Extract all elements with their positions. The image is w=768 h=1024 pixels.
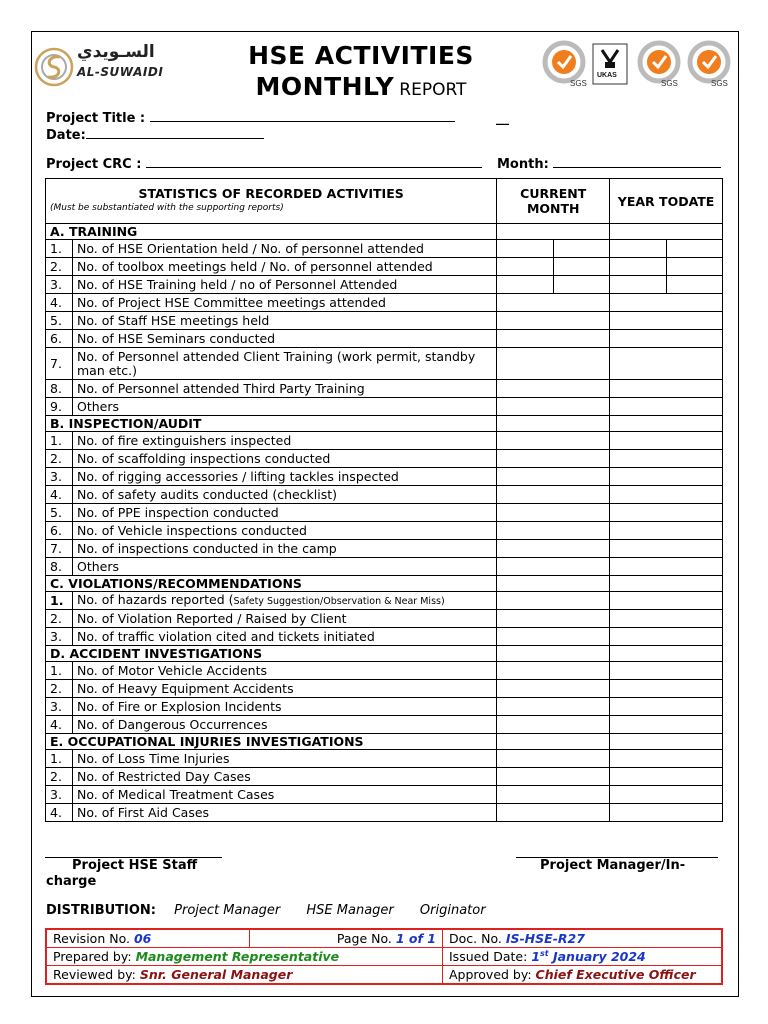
year-todate-cell[interactable] bbox=[610, 716, 723, 734]
row-number: 3. bbox=[46, 786, 73, 804]
year-todate-cell-split bbox=[610, 240, 722, 257]
table-row bbox=[46, 504, 723, 522]
year-todate-cell-held[interactable] bbox=[610, 276, 666, 293]
current-month-cell[interactable] bbox=[497, 522, 610, 540]
table-row bbox=[46, 294, 723, 312]
current-month-cell[interactable] bbox=[497, 662, 610, 680]
row-number: 4. bbox=[46, 804, 73, 822]
project-crc-label: Project CRC : bbox=[46, 157, 142, 172]
row-number: 6. bbox=[46, 330, 73, 348]
table-main-header bbox=[46, 179, 497, 224]
row-number: 2. bbox=[46, 258, 73, 276]
row-number: 2. bbox=[46, 768, 73, 786]
row-number: 2. bbox=[46, 680, 73, 698]
current-month-cell[interactable] bbox=[497, 680, 610, 698]
section-title: A. TRAINING bbox=[46, 224, 497, 240]
current-month-cell[interactable] bbox=[497, 768, 610, 786]
issued-cell bbox=[443, 948, 723, 966]
row-description-text: No. of Personnel attended Client Training (work permit, standby man etc.) bbox=[76, 348, 476, 378]
logo-arabic-text: السـويدي bbox=[77, 42, 155, 62]
year-todate-cell-split bbox=[610, 276, 722, 293]
current-month-cell[interactable] bbox=[497, 380, 610, 398]
table-row bbox=[46, 380, 723, 398]
issued-day: 1 bbox=[531, 949, 541, 965]
project-title-label: Project Title : bbox=[46, 111, 146, 126]
table-row bbox=[46, 468, 723, 486]
row-description-note: Safety Suggestion/Observation & Near Miss) bbox=[233, 595, 445, 607]
prepared-label: Prepared by: bbox=[53, 949, 132, 964]
current-month-cell-attended[interactable] bbox=[554, 276, 609, 293]
row-description-text: No. of Fire or Explosion Incidents bbox=[76, 698, 282, 714]
distribution-label: DISTRIBUTION: bbox=[46, 903, 157, 918]
current-month-cell-held[interactable] bbox=[497, 276, 553, 293]
current-month-cell[interactable] bbox=[497, 348, 610, 380]
year-todate-cell-attended[interactable] bbox=[667, 276, 722, 293]
year-todate-cell[interactable] bbox=[610, 276, 723, 294]
current-month-cell[interactable] bbox=[497, 628, 610, 646]
row-number: 6. bbox=[46, 522, 73, 540]
row-number: 3. bbox=[46, 628, 73, 646]
row-description bbox=[72, 504, 496, 522]
hse-staff-signature-label: Project HSE Staff bbox=[72, 858, 198, 873]
doc-no-cell bbox=[443, 929, 723, 948]
report-title-line2 bbox=[226, 72, 496, 101]
table-row bbox=[46, 716, 723, 734]
current-month-cell[interactable] bbox=[497, 276, 610, 294]
year-todate-cell[interactable] bbox=[610, 330, 723, 348]
current-month-cell[interactable] bbox=[497, 294, 610, 312]
report-title-rest: REPORT bbox=[399, 80, 467, 100]
row-number: 2. bbox=[46, 450, 73, 468]
current-month-cell[interactable] bbox=[497, 716, 610, 734]
row-description-text: No. of rigging accessories / lifting tackles inspected bbox=[76, 468, 399, 484]
current-month-cell-attended[interactable] bbox=[554, 258, 609, 275]
row-description bbox=[72, 540, 496, 558]
current-month-cell[interactable] bbox=[497, 240, 610, 258]
table-row bbox=[46, 610, 723, 628]
current-month-cell[interactable] bbox=[497, 224, 610, 240]
row-description-text: Others bbox=[76, 558, 119, 574]
sgs-text-1: SGS bbox=[570, 79, 587, 88]
year-todate-cell[interactable] bbox=[610, 294, 723, 312]
document-control-table bbox=[45, 928, 723, 985]
current-month-cell[interactable] bbox=[497, 558, 610, 576]
row-description-text: No. of Personnel attended Third Party Training bbox=[76, 380, 365, 396]
current-month-cell-attended[interactable] bbox=[554, 240, 609, 257]
year-todate-cell[interactable] bbox=[610, 628, 723, 646]
sgs-cert-logo bbox=[540, 40, 588, 88]
table-row bbox=[46, 592, 723, 610]
table-row bbox=[46, 698, 723, 716]
revision-value: 06 bbox=[133, 931, 152, 946]
year-todate-cell[interactable] bbox=[610, 768, 723, 786]
row-description-text: No. of HSE Orientation held / No. of personnel attended bbox=[76, 240, 424, 256]
table-row bbox=[46, 312, 723, 330]
page-value: 1 of 1 bbox=[395, 931, 436, 946]
row-description-text: No. of Motor Vehicle Accidents bbox=[76, 662, 268, 678]
row-number: 3. bbox=[46, 698, 73, 716]
current-month-cell[interactable] bbox=[497, 258, 610, 276]
current-month-cell[interactable] bbox=[497, 610, 610, 628]
row-number: 1. bbox=[46, 592, 73, 610]
project-crc-field[interactable] bbox=[46, 157, 482, 172]
row-description bbox=[72, 628, 496, 646]
row-number: 8. bbox=[46, 380, 73, 398]
row-number: 4. bbox=[46, 716, 73, 734]
current-month-cell[interactable] bbox=[497, 750, 610, 768]
row-number: 4. bbox=[46, 486, 73, 504]
current-month-cell-held[interactable] bbox=[497, 240, 553, 257]
revision-label: Revision No. bbox=[53, 931, 130, 946]
row-description-text: No. of scaffolding inspections conducted bbox=[76, 450, 331, 466]
sgs-text-3: SGS bbox=[711, 79, 728, 88]
report-title-line1: HSE ACTIVITIES bbox=[248, 41, 474, 70]
year-todate-cell-held[interactable] bbox=[610, 240, 666, 257]
row-description-text: No. of Restricted Day Cases bbox=[76, 768, 251, 784]
year-todate-cell[interactable] bbox=[610, 416, 723, 432]
year-todate-cell[interactable] bbox=[610, 380, 723, 398]
row-description-text: No. of Loss Time Injuries bbox=[76, 750, 230, 766]
year-todate-cell[interactable] bbox=[610, 450, 723, 468]
issued-label: Issued Date: bbox=[449, 949, 528, 965]
year-todate-cell-attended[interactable] bbox=[667, 240, 722, 257]
row-description bbox=[72, 432, 496, 450]
year-todate-cell[interactable] bbox=[610, 504, 723, 522]
project-crc-line[interactable] bbox=[146, 157, 482, 168]
current-month-cell[interactable] bbox=[497, 734, 610, 750]
row-description-text: No. of toolbox meetings held / No. of personnel attended bbox=[76, 258, 433, 274]
sgs-text-2: SGS bbox=[661, 79, 678, 88]
current-month-cell-split bbox=[497, 276, 609, 293]
year-todate-cell[interactable] bbox=[610, 804, 723, 822]
row-number: 5. bbox=[46, 312, 73, 330]
row-description bbox=[72, 558, 496, 576]
issued-suffix: st bbox=[540, 948, 549, 958]
row-number: 1. bbox=[46, 662, 73, 680]
section-header-row bbox=[46, 646, 723, 662]
year-todate-cell[interactable] bbox=[610, 540, 723, 558]
row-description-text: No. of HSE Training held / no of Personnel Attended bbox=[76, 276, 398, 292]
current-month-cell[interactable] bbox=[497, 312, 610, 330]
date-field[interactable] bbox=[46, 128, 264, 143]
current-month-cell[interactable] bbox=[497, 432, 610, 450]
row-description bbox=[72, 240, 496, 258]
table-row bbox=[46, 804, 723, 822]
ukas-text: UKAS bbox=[597, 72, 617, 79]
year-todate-cell-attended[interactable] bbox=[667, 258, 722, 275]
section-header-row bbox=[46, 416, 723, 432]
approved-label: Approved by: bbox=[449, 967, 532, 982]
row-description-text: No. of First Aid Cases bbox=[76, 804, 210, 820]
table-header-note: (Must be substantiated with the supporting reports) bbox=[50, 203, 284, 213]
month-field[interactable] bbox=[497, 157, 721, 172]
project-title-field[interactable] bbox=[46, 111, 455, 126]
current-month-cell[interactable] bbox=[497, 398, 610, 416]
row-number: 2. bbox=[46, 610, 73, 628]
row-description-text: No. of Dangerous Occurrences bbox=[76, 716, 268, 732]
ukas-cert-logo bbox=[590, 40, 630, 88]
current-month-cell[interactable] bbox=[497, 330, 610, 348]
current-month-cell[interactable] bbox=[497, 486, 610, 504]
row-description bbox=[72, 486, 496, 504]
doc-no-label: Doc. No. bbox=[449, 931, 502, 946]
row-description bbox=[72, 716, 496, 734]
row-description-text: No. of Staff HSE meetings held bbox=[76, 312, 270, 328]
row-description bbox=[72, 522, 496, 540]
date-label: Date: bbox=[46, 128, 86, 143]
table-row bbox=[46, 450, 723, 468]
sgs-cert-logo-3 bbox=[685, 40, 733, 88]
distribution-item-1: Project Manager bbox=[174, 903, 281, 918]
sgs-cert-logo-2 bbox=[635, 40, 683, 88]
row-description bbox=[72, 768, 496, 786]
distribution-line bbox=[46, 903, 508, 918]
table-row bbox=[46, 258, 723, 276]
row-description bbox=[72, 398, 496, 416]
row-description bbox=[72, 698, 496, 716]
row-number: 4. bbox=[46, 294, 73, 312]
year-todate-cell[interactable] bbox=[610, 592, 723, 610]
row-description-text: No. of Vehicle inspections conducted bbox=[76, 522, 307, 538]
year-todate-cell[interactable] bbox=[610, 240, 723, 258]
control-row-2 bbox=[46, 948, 722, 966]
approved-value: Chief Executive Officer bbox=[535, 967, 696, 982]
row-description bbox=[72, 468, 496, 486]
current-month-cell[interactable] bbox=[497, 416, 610, 432]
reviewed-cell bbox=[46, 966, 443, 985]
table-row bbox=[46, 432, 723, 450]
issued-month-year: January 2024 bbox=[548, 949, 646, 965]
table-row bbox=[46, 240, 723, 258]
reviewed-label: Reviewed by: bbox=[53, 967, 136, 982]
current-month-header: CURRENT MONTH bbox=[497, 179, 610, 224]
row-description bbox=[72, 380, 496, 398]
year-todate-cell[interactable] bbox=[610, 258, 723, 276]
section-header-row bbox=[46, 576, 723, 592]
section-title: C. VIOLATIONS/RECOMMENDATIONS bbox=[46, 576, 497, 592]
table-row bbox=[46, 662, 723, 680]
year-todate-cell[interactable] bbox=[610, 522, 723, 540]
current-month-cell[interactable] bbox=[497, 504, 610, 522]
section-title: D. ACCIDENT INVESTIGATIONS bbox=[46, 646, 497, 662]
report-title-bold: MONTHLY bbox=[255, 72, 395, 101]
row-description bbox=[72, 786, 496, 804]
table-header-row bbox=[46, 179, 723, 224]
reviewed-value: Snr. General Manager bbox=[139, 967, 293, 982]
table-row bbox=[46, 750, 723, 768]
row-number: 3. bbox=[46, 468, 73, 486]
row-description-text: No. of traffic violation cited and tickets initiated bbox=[76, 628, 375, 644]
row-number: 1. bbox=[46, 750, 73, 768]
table-row bbox=[46, 786, 723, 804]
year-todate-cell[interactable] bbox=[610, 398, 723, 416]
row-description bbox=[72, 750, 496, 768]
year-todate-cell[interactable] bbox=[610, 750, 723, 768]
year-todate-header: YEAR TODATE bbox=[610, 179, 723, 224]
current-month-cell[interactable] bbox=[497, 804, 610, 822]
year-todate-cell[interactable] bbox=[610, 646, 723, 662]
year-todate-cell[interactable] bbox=[610, 348, 723, 380]
section-title: E. OCCUPATIONAL INJURIES INVESTIGATIONS bbox=[46, 734, 497, 750]
row-number: 8. bbox=[46, 558, 73, 576]
section-header-row bbox=[46, 734, 723, 750]
distribution-item-3: Originator bbox=[419, 903, 486, 918]
year-todate-cell[interactable] bbox=[610, 662, 723, 680]
year-todate-cell[interactable] bbox=[610, 432, 723, 450]
table-row bbox=[46, 398, 723, 416]
year-todate-cell[interactable] bbox=[610, 558, 723, 576]
row-description-text: No. of Medical Treatment Cases bbox=[76, 786, 275, 802]
row-description bbox=[72, 294, 496, 312]
row-number: 1. bbox=[46, 432, 73, 450]
year-todate-cell-split bbox=[610, 258, 722, 275]
row-description bbox=[72, 312, 496, 330]
row-description-text: No. of hazards reported ( bbox=[76, 591, 234, 607]
current-month-cell-split bbox=[497, 240, 609, 257]
row-description-text: No. of inspections conducted in the camp bbox=[76, 540, 337, 556]
control-row-1 bbox=[46, 929, 722, 948]
current-month-cell[interactable] bbox=[497, 592, 610, 610]
section-title: B. INSPECTION/AUDIT bbox=[46, 416, 497, 432]
statistics-table-body bbox=[46, 224, 723, 822]
approved-cell bbox=[443, 966, 723, 985]
issued-value bbox=[531, 949, 645, 964]
row-number: 3. bbox=[46, 276, 73, 294]
row-description bbox=[72, 258, 496, 276]
year-todate-cell[interactable] bbox=[610, 486, 723, 504]
table-row bbox=[46, 348, 723, 380]
distribution-item-2: HSE Manager bbox=[306, 903, 394, 918]
table-row bbox=[46, 276, 723, 294]
row-description-text: No. of Heavy Equipment Accidents bbox=[76, 680, 294, 696]
table-row bbox=[46, 522, 723, 540]
row-number: 1. bbox=[46, 240, 73, 258]
row-description bbox=[72, 592, 496, 610]
row-description bbox=[72, 680, 496, 698]
year-todate-cell-held[interactable] bbox=[610, 258, 666, 275]
section-header-row bbox=[46, 224, 723, 240]
year-todate-cell[interactable] bbox=[610, 698, 723, 716]
row-description-text: Others bbox=[76, 398, 119, 414]
current-month-cell[interactable] bbox=[497, 576, 610, 592]
table-row bbox=[46, 540, 723, 558]
hse-staff-signature-label-2: charge bbox=[46, 874, 97, 889]
row-description bbox=[72, 450, 496, 468]
row-description-text: No. of Project HSE Committee meetings attended bbox=[76, 294, 386, 310]
row-description-text: No. of safety audits conducted (checklist) bbox=[76, 486, 338, 502]
row-description-text: No. of Violation Reported / Raised by Client bbox=[76, 610, 347, 626]
table-row bbox=[46, 330, 723, 348]
row-number: 5. bbox=[46, 504, 73, 522]
year-todate-cell[interactable] bbox=[610, 468, 723, 486]
current-month-cell[interactable] bbox=[497, 646, 610, 662]
control-row-3 bbox=[46, 966, 722, 985]
project-manager-signature-label: Project Manager/In- bbox=[540, 858, 686, 873]
row-description bbox=[72, 662, 496, 680]
current-month-cell-held[interactable] bbox=[497, 258, 553, 275]
table-main-header-text: STATISTICS OF RECORDED ACTIVITIES bbox=[138, 186, 404, 201]
year-todate-cell[interactable] bbox=[610, 312, 723, 330]
current-month-cell[interactable] bbox=[497, 540, 610, 558]
prepared-cell bbox=[46, 948, 443, 966]
row-description-text: No. of PPE inspection conducted bbox=[76, 504, 279, 520]
table-row bbox=[46, 680, 723, 698]
table-row bbox=[46, 768, 723, 786]
row-description-text: No. of HSE Seminars conducted bbox=[76, 330, 276, 346]
table-row bbox=[46, 558, 723, 576]
doc-no-value: IS-HSE-R27 bbox=[505, 931, 585, 946]
project-title-line[interactable] bbox=[150, 111, 455, 122]
row-description bbox=[72, 276, 496, 294]
row-description bbox=[72, 348, 496, 380]
month-label: Month: bbox=[497, 157, 549, 172]
current-month-cell-split bbox=[497, 258, 609, 275]
current-month-cell[interactable] bbox=[497, 786, 610, 804]
year-todate-cell[interactable] bbox=[610, 734, 723, 750]
revision-cell bbox=[46, 929, 250, 948]
year-todate-cell[interactable] bbox=[610, 224, 723, 240]
row-number: 7. bbox=[46, 540, 73, 558]
row-description bbox=[72, 804, 496, 822]
table-row bbox=[46, 628, 723, 646]
current-month-cell[interactable] bbox=[497, 468, 610, 486]
row-description bbox=[72, 610, 496, 628]
date-line[interactable] bbox=[86, 128, 264, 139]
logo-english-text: AL-SUWAIDI bbox=[77, 65, 164, 79]
year-todate-cell[interactable] bbox=[610, 680, 723, 698]
current-month-cell[interactable] bbox=[497, 450, 610, 468]
row-number: 9. bbox=[46, 398, 73, 416]
statistics-table bbox=[45, 178, 723, 822]
row-description bbox=[72, 330, 496, 348]
project-title-dash: __ bbox=[496, 111, 509, 126]
page-cell bbox=[250, 929, 443, 948]
page-label: Page No. bbox=[336, 931, 392, 946]
prepared-value: Management Representative bbox=[135, 949, 340, 964]
month-line[interactable] bbox=[553, 157, 721, 168]
table-row bbox=[46, 486, 723, 504]
row-number: 7. bbox=[46, 348, 73, 380]
current-month-cell[interactable] bbox=[497, 698, 610, 716]
year-todate-cell[interactable] bbox=[610, 576, 723, 592]
row-description-text: No. of fire extinguishers inspected bbox=[76, 432, 292, 448]
year-todate-cell[interactable] bbox=[610, 610, 723, 628]
year-todate-cell[interactable] bbox=[610, 786, 723, 804]
